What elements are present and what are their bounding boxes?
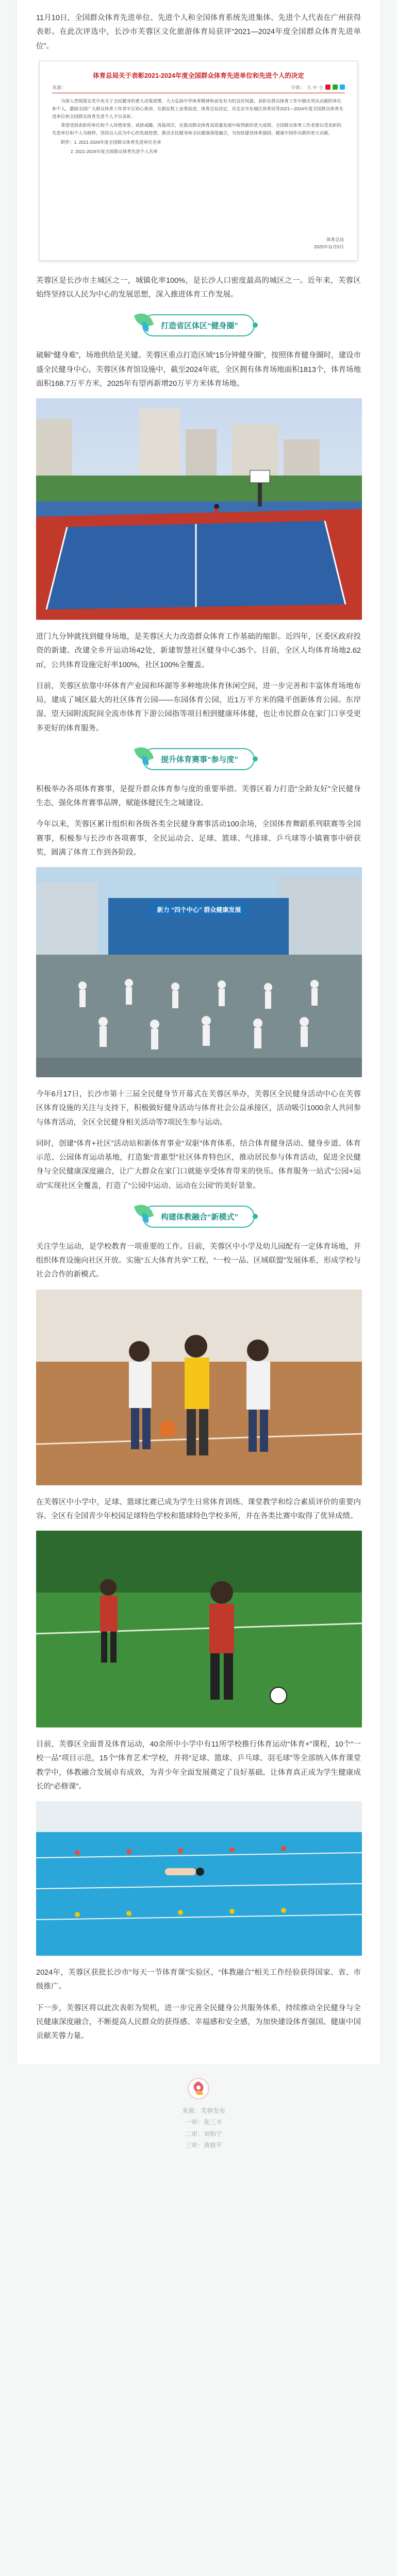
dot-icon: [253, 1214, 258, 1219]
swimming-photo: [36, 1801, 362, 1956]
basketball-photo: [36, 1290, 362, 1485]
intro-paragraph: 11月10日，全国群众体育先进单位、先进个人和全国体育系统先进集体、先进个人代表在广州获得表彰。在此次评选中，长沙市芙蓉区文化旅游体育局获评“2021—2024年度全国群众体育先进单位”。: [36, 14, 361, 50]
section-title: 构建体教融合“新模式”: [160, 1212, 238, 1222]
sports-court-photo: [36, 398, 362, 620]
dot-icon: [253, 756, 258, 761]
credit-line: 一审：张三丰: [185, 2119, 222, 2126]
footer-credits: [16, 2105, 381, 2151]
section-header-1: [36, 314, 361, 336]
notice-source: 来源：: [52, 84, 67, 90]
weibo-share-icon[interactable]: [325, 84, 330, 90]
footer: [16, 2064, 381, 2161]
section-pill: [142, 314, 255, 336]
notice-body-paragraph: 为深入贯彻落实党中央关于全民健身的重大决策部署，大力弘扬中华体育精神和奋发有为的良好风貌，表彰在群众体育工作中做出突出贡献的单位和个人，激励全国广大群众体育工作者牢记初心使命，在新征程上奋勇前进。体育总局决定，对北京市东城区体育局等2021—2024年度全国群众体育先进单位和全国群众体育先进个人予以表彰。: [52, 98, 343, 119]
notice-date: 2025年11月5日: [314, 244, 344, 250]
section2-paragraph: 同时，创建“体育+社区”活动站和新体育事业“双驱”体育体系，结合体育健身活动、健身步道、体育示范、公园体育运动基地，打造集“普惠型”社区体育特色区，推动居民参与体育活动，促进全民健身与全民健康深度融合，让广大群众在家门口就能享受体育带来的快乐。体育服务一站式“公园+运动”实现社区全覆盖，打造了“公园中运动、运动在公园”的美好景象。: [36, 1139, 361, 1190]
qq-share-icon[interactable]: [340, 84, 345, 90]
section3-paragraph: 目前，芙蓉区全面普及体育运动，40余所中小学中有11所学校推行体育运动“体育+”课程，10个“一校一品”项目示范，15个“体育艺术”学校，并将“足球、篮球、乒乓球、羽毛球”等全部纳入体育课堂教学中，体教融合发展卓有成效，为青少年全面发展奠定了良好基础，让体育真正成为学生健康成长的“必修课”。: [36, 1740, 361, 1791]
section2-paragraph: 积极举办各项体育赛事，是提升群众体育参与度的重要举措。芙蓉区着力打造“全龄友好”全民健身生态，强化体育赛事品牌，赋能体健民生之城建设。: [36, 785, 361, 807]
wechat-share-icon[interactable]: [333, 84, 338, 90]
main-paragraph: 芙蓉区是长沙市主城区之一，城镇化率100%，是长沙人口密度最高的城区之一。近年来，芙蓉区始终坚持以人民为中心的发展思想，深入推进体育工作发展。: [36, 276, 361, 299]
credit-line: 来源：芙蓉发布: [181, 2107, 225, 2115]
section3-paragraph: 2024年，芙蓉区获批长沙市“每天一节体育课”实验区，“体教融合”相关工作经验获得国家、省、市级推广。: [36, 1969, 361, 1991]
event-banner-text: 新力 “四个中心” 群众健康发展: [150, 903, 249, 916]
section-title: 提升体育赛事“参与度”: [160, 755, 238, 764]
article: [16, 0, 381, 2064]
football-photo: [36, 1531, 362, 1727]
section-header-2: [36, 748, 361, 770]
logo-icon: [187, 2077, 210, 2100]
section1-paragraph: 目前，芙蓉区依靠中环体育产业园和环湖等多种地块体育休闲空间，进一步完善和丰富体育场地布局，建成了城区最大的社区体育公园——东园体育公园，近1万平方米的隆平创新体育公园。东岸湿、望天园附流院间全流市体育下游公园指等项目相到健康环体健，也让市民群众在家门口享受更多更好的体育服务。: [36, 682, 361, 733]
section3-paragraph: 关注学生运动，是学校教育一项重要的工作。目前，芙蓉区中小学及幼儿园配有一定体育场地，并组织体育设施向社区开放。实施“五大体育共享”工程，“一校一品、区域联盟”发展体系，形成学校与社会合作的新模式。: [36, 1242, 361, 1279]
dot-icon: [253, 323, 258, 328]
notice-meta: [52, 84, 345, 93]
notice-attachment[interactable]: 附件：1. 2021-2024年度全国群众体育先进单位名单: [61, 140, 161, 145]
section2-paragraph: 今年以来，芙蓉区累计组织和各级各类全民健身赛事活动100余场，全国体育舞蹈系列联赛等全国赛事，积极参与长沙市各项赛事，全民运动会、足球、篮球、气排球、乒乓球等小镇赛事中研获奖，圆满了体育工作到各阶段。: [36, 820, 361, 857]
section-pill: [142, 1206, 255, 1228]
credit-line: 三审：黄格平: [185, 2141, 222, 2149]
section3-paragraph: 下一步，芙蓉区将以此次表彰为契机，进一步完善全民健身公共服务体系，持续推动全民健身与全民健康深度融合，不断提高人民群众的获得感、幸福感和安全感，为加快建设体育强国、健康中国贡献芙蓉力量。: [36, 2004, 361, 2040]
notice-title: 体育总局关于表彰2021-2024年度全国群众体育先进单位和先进个人的决定: [93, 72, 304, 79]
notice-body-paragraph: 希望受到表彰的单位和个人珍惜荣誉，戒骄戒躁，再接再厉，在推动群众体育高质量发展中取得新的更大成绩。全国群众体育工作者要以受表彰的先进单位和个人为榜样，坚持以人民为中心的发展思想，推动全民健身和全民健康深度融合，为加快建设体育强国、健康中国作出新的更大贡献。: [52, 123, 342, 136]
notice-signature: 体育总局: [326, 236, 344, 242]
section-header-3: [36, 1206, 361, 1228]
font-size-label: 字体：: [290, 84, 305, 90]
credit-line: 二审：刘和宁: [185, 2130, 222, 2138]
notice-tools: [291, 84, 345, 91]
fitness-event-illustration: [36, 867, 362, 1077]
section2-paragraph: 今年6月17日，长沙市第十三届全民健身节开幕式在芙蓉区举办，芙蓉区全民健身活动中心在芙蓉区体育设施的关注与支持下，积极做好健身活动与体育社会公益承接区，活动吸引1000余人共同参与体育活动，全区全民健身相关活动等7项民生参与运动。: [36, 1090, 361, 1127]
section1-paragraph: 进门九分钟就找到健身场地，是芙蓉区大力改造群众体育工作基础的缩影。近四年，区委区政府投资的新建、改建全乡开运动场42处，新建智慧社区健身中心35个。目前，全区人均体育场地2.62㎡，公共体育设施完好率100%，社区100%全覆盖。: [36, 633, 361, 669]
notice-attachment[interactable]: 2. 2021-2024年度全国群众体育先进个人名单: [70, 149, 158, 154]
notice-screenshot: [39, 61, 358, 261]
notice-signature-block: [314, 236, 344, 251]
notice-body: [52, 97, 345, 156]
section1-paragraph: 破解“健身难”，场地供给是关键。芙蓉区重点打造区域“15分钟健身圈”，按照体育健身圈时，建设市盛全民健身中心，芙蓉区体育馆设施中，截至2024年底，全区拥有体育场地面积1813个，体育场地面积168.7万平方米，2025年有望再新增20万平方米体育场地。: [36, 351, 361, 388]
section3-paragraph: 在芙蓉区中小学中，足球、篮球比赛已成为学生日常体育训练、课堂教学和综合素质评价的重要内容。全区有全国青少年校园足球特色学校和篮球特色学校多所，并在各类比赛中取得了优异成绩。: [36, 1498, 361, 1520]
section-title: 打造省区体区“健身圈”: [160, 321, 238, 331]
font-size-options[interactable]: 大 中 小: [306, 84, 323, 90]
section-pill: [142, 748, 255, 770]
fitness-event-photo: [36, 867, 362, 1077]
